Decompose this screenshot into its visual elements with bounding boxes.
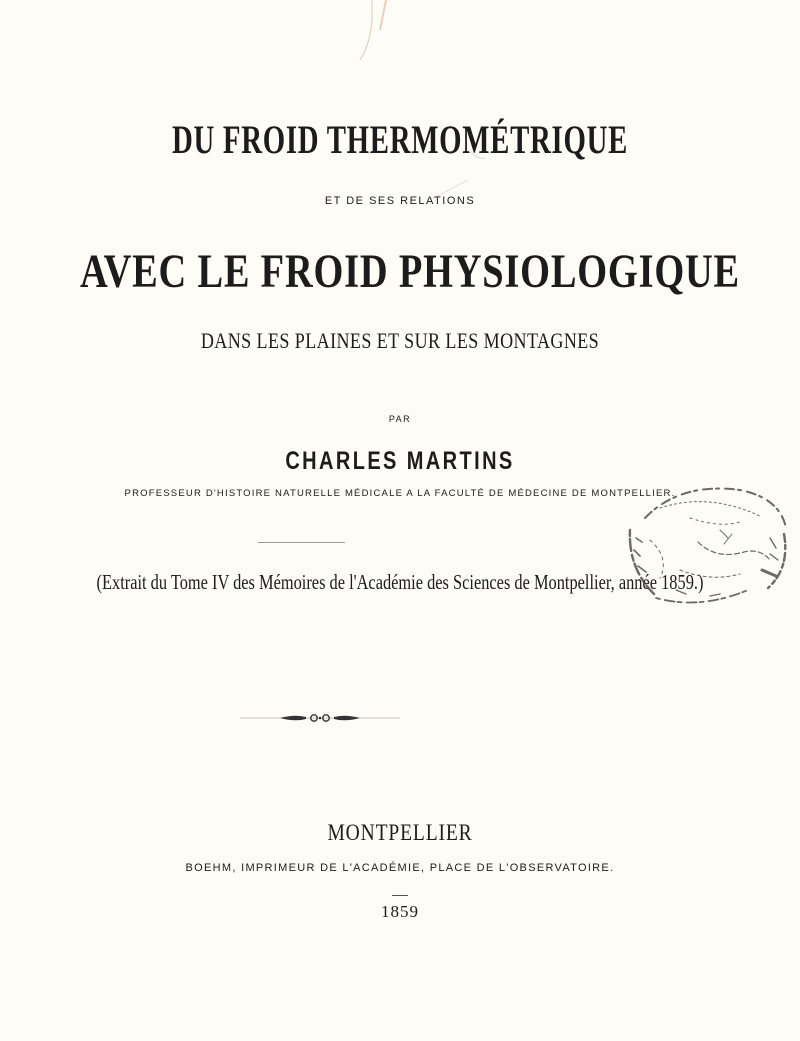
publication-place: MONTPELLIER — [327, 820, 473, 845]
publication-year: 1859 — [381, 902, 419, 921]
divider-rule — [258, 542, 345, 543]
library-stamp-icon — [620, 478, 790, 608]
title-line-1: DU FROID THERMOMÉTRIQUE — [171, 117, 629, 162]
ornamental-divider-icon — [240, 712, 400, 724]
title-line-2: ET DE SES RELATIONS — [324, 195, 476, 207]
extract-note: (Extrait du Tome IV des Mémoires de l'Académie des Sciences de Montpellier, année 1859.) — [96, 570, 704, 594]
title-line-3: AVEC LE FROID PHYSIOLOGIQUE — [80, 245, 740, 298]
author-name: CHARLES MARTINS — [285, 447, 515, 475]
printer-line: BOEHM, IMPRIMEUR DE L'ACADÉMIE, PLACE DE L'OBSERVATOIRE. — [185, 862, 615, 874]
author-title: PROFESSEUR D'HISTOIRE NATURELLE MÉDICALE A LA FACULTÉ DE MÉDECINE DE MONTPELLIER. — [124, 488, 676, 499]
year-rule — [392, 895, 408, 896]
title-line-4: DANS LES PLAINES ET SUR LES MONTAGNES — [200, 328, 600, 353]
by-line: PAR — [388, 414, 412, 424]
